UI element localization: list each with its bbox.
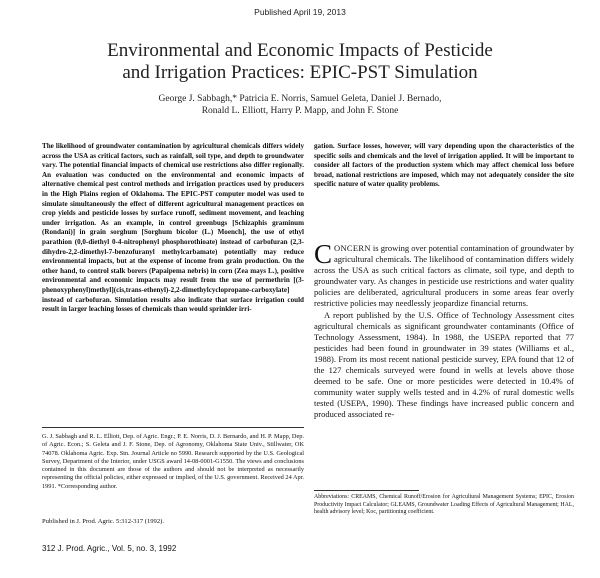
paper-title: [40, 40, 560, 84]
drop-cap: C: [314, 239, 333, 269]
title-line-1: Environmental and Economic Impacts of Pesticide: [107, 40, 493, 61]
abstract-column-2: gation. Surface losses, however, will vary depending upon the characteristics of the specific soils and chemicals and the level of irrigation applied. It will be important to consider all factors of the production system which may affect chemical loss before broad, national restrictions are imposed, which may not adequately consider the site specific nature of water quality problems.: [314, 142, 574, 189]
intro-first-word: ONCERN: [334, 243, 371, 253]
footnote-divider: [42, 427, 304, 428]
page-footer: 312 J. Prod. Agric., Vol. 5, no. 3, 1992: [42, 544, 177, 553]
abstract-column-1: The likelihood of groundwater contamination by agricultural chemicals differs widely across the USA as critical factors, such as rainfall, soil type, and depth to groundwater vary. The potential financial impacts of chemical use restrictions also differ regionally. An evaluation was conducted on the environmental and economic impacts of alternative chemical pest control methods and irrigation practices used by producers in the High Plains region of Oklahoma. The EPIC-PST computer model was used to simulate simultaneously the effect of different agricultural management practices on crop yields and pesticide losses by surface runoff, sediment movement, and leaching under irrigation. As an example, in control greenbugs [Schizaphis graminum (Rondani)] in grain sorghum [Sorghum bicolor (L.) Moench], the use of ethyl parathion (0,0-diethyl 0-4-nitrophenyl phosphorothioate) instead of carbofuran (2,3-dihydro-2,2-dimethyl-7-benzofuranyl methylcarbamate) potentially may reduce environmental impacts, but at the expense of income from grain production. On the other hand, to control stalk borers (Papaipema nebris) in corn (Zea mays L.), positive environmental and economic impacts may result from the use of permethrin [(3-phenoxyphenyl)methyl](cis,trans-ethenyl)-2,2-dimethylcyclopropane-carboxylate] instead of carbofuran. Simulation results also indicate that surface irrigation could result in larger leaching losses of chemicals than would sprinkler irri-: [42, 142, 304, 314]
authors-line-2: Ronald L. Elliott, Harry P. Mapp, and John F. Stone: [201, 106, 399, 116]
author-list: [70, 93, 530, 117]
author-footnote: G. J. Sabbagh and R. L. Elliott, Dep. of Agric. Engr.; P. E. Norris, D. J. Bernardo, and H. P. Mapp, Dep. of Agric. Econ.; S. Geleta and J. F. Stone, Dep. of Agronomy, Oklahoma State Univ., Stillwater, OK 74078. Oklahoma Agric. Exp. Stn. Journal Article no 5990. Research supported by the U.S. Geological Survey, Department of the Interior, under USGS award 14-08-0001-G1550. The views and conclusions contained in this document are those of the authors and should not be interpreted as necessarily representing the official policies, either expressed or implied, of the U.S. government. Received 24 Apr. 1991. *Corresponding author.: [42, 433, 304, 490]
title-line-2: and Irrigation Practices: EPIC-PST Simulation: [122, 62, 478, 83]
introduction-text: [314, 239, 574, 421]
intro-paragraph-1: is growing over potential contamination of groundwater by agricultural chemicals. The likelihood of contamination differs widely across the USA as such critical factors as climate, soil type, and depth to groundwater vary. As changes in pesticide use restrictions and water quality policies are deliberated, agricultural producers in some areas fear overly restrictive policies may needlessly jeopardize financial returns.: [314, 243, 574, 309]
authors-line-1: George J. Sabbagh,* Patricia E. Norris, Samuel Geleta, Daniel J. Bernado,: [158, 94, 442, 104]
intro-paragraph-2: A report published by the U.S. Office of Technology Assessment cites agricultural chemicals as significant groundwater contaminants (Office of Technology Assessment, 1984). In 1988, the USEPA reported that 77 pesticides had been found in groundwater in 39 states (Williams et al., 1988). From its most recent national pesticide survey, EPA found that 12 of the 127 chemicals surveyed were found in wells at levels above those deemed to be safe. One or more pesticides were detected in 10.4% of community water supply wells tested and in 4.2% of rural domestic wells tested (USEPA, 1990). These findings have increased public concern and produced associated re-: [314, 309, 574, 420]
published-in: Published in J. Prod. Agric. 5:312-317 (1992).: [42, 518, 164, 525]
abbreviations-divider: [314, 490, 419, 491]
published-date: Published April 19, 2013: [254, 7, 346, 17]
abbreviations-note: Abbreviations: CREAMS, Chemical Runoff/Erosion for Agricultural Management Systems; EPIC, Erosion Productivity Impact Calculator; GLEAMS, Groundwater Loading Effects of Agricultural Management; HAL, health advisory level; Koc, partitioning coefficient.: [314, 494, 574, 515]
